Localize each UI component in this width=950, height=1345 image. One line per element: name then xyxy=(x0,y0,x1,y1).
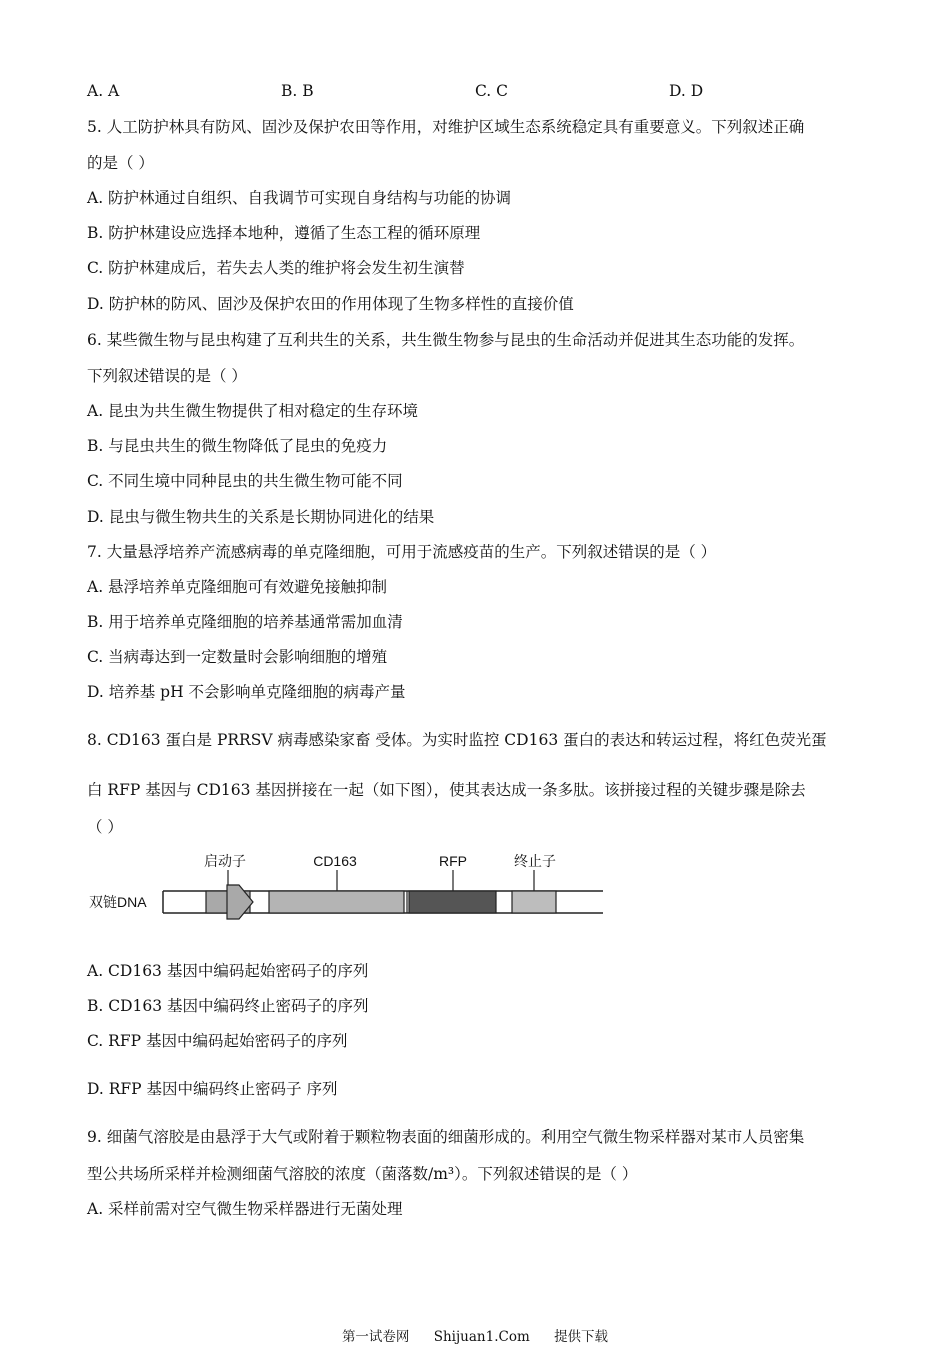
q4-option-c: C. C xyxy=(475,82,509,100)
q4-option-a: A. A xyxy=(87,82,120,100)
q8-option-b: B. CD163 基因中编码终止密码子的序列 xyxy=(87,997,369,1015)
page-footer xyxy=(0,1325,950,1345)
rfp-segment xyxy=(409,891,496,913)
cd163-segment xyxy=(269,891,404,913)
terminator-label: 终止子 xyxy=(514,853,556,869)
footer-site-name: 第一试卷网 xyxy=(341,1329,410,1345)
q6-stem-line2: 下列叙述错误的是（ ） xyxy=(87,367,247,385)
q4-option-b: B. B xyxy=(281,82,314,100)
q7-stem-line1: 7. 大量悬浮培养产流感病毒的单克隆细胞，可用于流感疫苗的生产。下列叙述错误的是（ ） xyxy=(87,543,717,561)
q5-option-b: B. 防护林建设应选择本地种，遵循了生态工程的循环原理 xyxy=(87,224,481,242)
q9-stem-line2: 型公共场所采样并检测细菌气溶胶的浓度（菌落数/m³）。下列叙述错误的是（ ） xyxy=(87,1165,638,1183)
q6-option-c: C. 不同生境中同种昆虫的共生微生物可能不同 xyxy=(87,472,403,490)
cd163-label: CD163 xyxy=(313,853,357,869)
q6-option-a: A. 昆虫为共生微生物提供了相对稳定的生存环境 xyxy=(87,402,419,420)
q8-stem-line2: 白 RFP 基因与 CD163 基因拼接在一起（如下图），使其表达成一条多肽。该拼接过程的关键步骤是除去 xyxy=(87,781,806,799)
q9-stem-line1: 9. 细菌气溶胶是由悬浮于大气或附着于颗粒物表面的细菌形成的。利用空气微生物采样器对某市人员密集 xyxy=(87,1128,805,1146)
q5-option-c: C. 防护林建成后，若失去人类的维护将会发生初生演替 xyxy=(87,259,465,277)
q7-option-b: B. 用于培养单克隆细胞的培养基通常需加血清 xyxy=(87,613,403,631)
dna-label: 双链DNA xyxy=(89,894,147,910)
terminator-segment xyxy=(512,891,556,913)
q8-stem-line3: （ ） xyxy=(87,818,123,836)
rfp-label: RFP xyxy=(439,853,467,869)
dna-construct-diagram xyxy=(87,848,617,928)
q8-option-d: D. RFP 基因中编码终止密码子 序列 xyxy=(87,1080,338,1098)
q9-option-a: A. 采样前需对空气微生物采样器进行无菌处理 xyxy=(87,1200,403,1218)
q5-option-a: A. 防护林通过自组织、自我调节可实现自身结构与功能的协调 xyxy=(87,189,512,207)
footer-domain: Shijuan1.Com xyxy=(433,1329,530,1345)
q6-option-b: B. 与昆虫共生的微生物降低了昆虫的免疫力 xyxy=(87,437,388,455)
q6-stem-line1: 6. 某些微生物与昆虫构建了互利共生的关系，共生微生物参与昆虫的生命活动并促进其生态功能的发挥。 xyxy=(87,331,805,349)
q8-option-c: C. RFP 基因中编码起始密码子的序列 xyxy=(87,1032,348,1050)
q7-option-d: D. 培养基 pH 不会影响单克隆细胞的病毒产量 xyxy=(87,683,406,701)
q5-option-d: D. 防护林的防风、固沙及保护农田的作用体现了生物多样性的直接价值 xyxy=(87,295,574,313)
q5-stem-line1: 5. 人工防护林具有防风、固沙及保护农田等作用，对维护区域生态系统稳定具有重要意义。下列叙述正确 xyxy=(87,118,805,136)
promoter-label: 启动子 xyxy=(204,853,246,869)
promoter-arrow-icon xyxy=(227,885,253,919)
q5-stem-line2: 的是（ ） xyxy=(87,154,154,172)
q8-stem-line1: 8. CD163 蛋白是 PRRSV 病毒感染家畜 受体。为实时监控 CD163 蛋白的表达和转运过程，将红色荧光蛋 xyxy=(87,731,827,749)
q4-option-d: D. D xyxy=(669,82,704,100)
footer-download-text: 提供下载 xyxy=(554,1329,609,1345)
q8-option-a: A. CD163 基因中编码起始密码子的序列 xyxy=(87,962,369,980)
q7-option-c: C. 当病毒达到一定数量时会影响细胞的增殖 xyxy=(87,648,388,666)
q6-option-d: D. 昆虫与微生物共生的关系是长期协同进化的结果 xyxy=(87,508,435,526)
q7-option-a: A. 悬浮培养单克隆细胞可有效避免接触抑制 xyxy=(87,578,388,596)
